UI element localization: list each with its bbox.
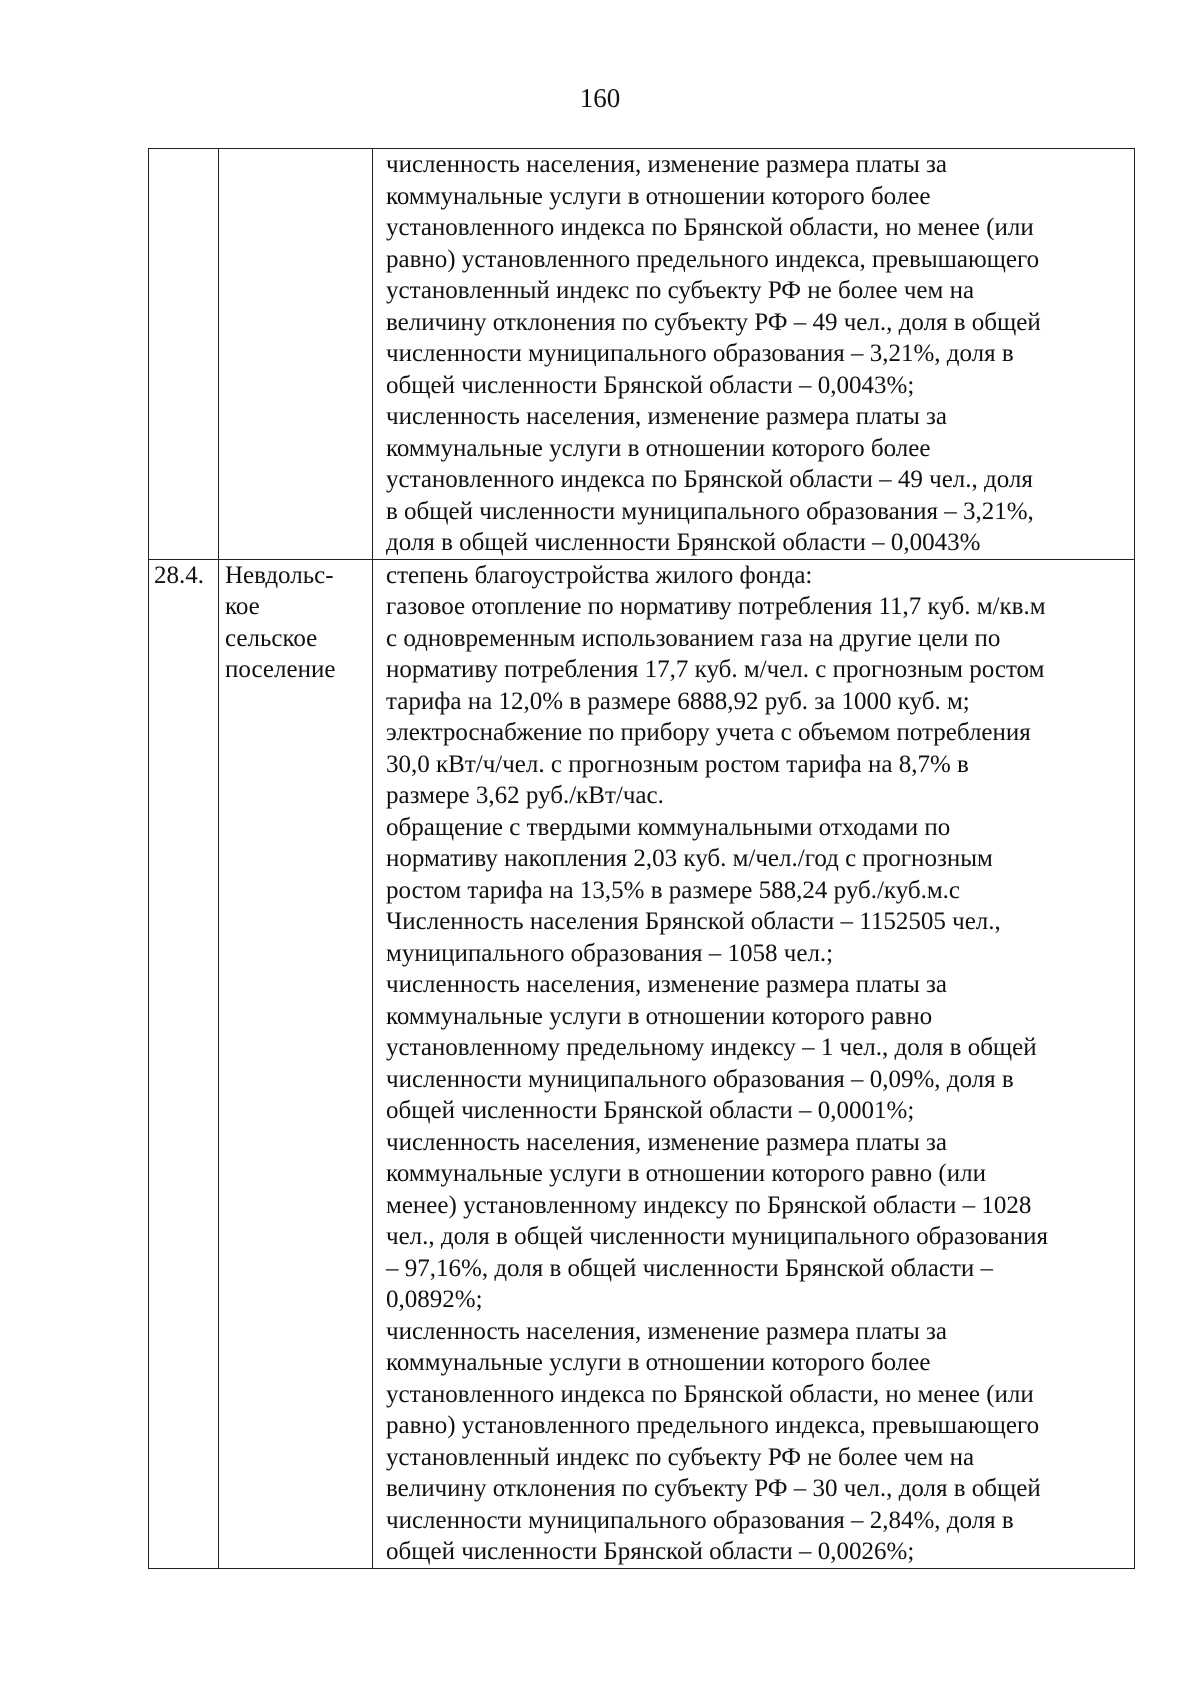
page-number: 160: [579, 83, 621, 113]
row-number: 28.4.: [154, 561, 204, 589]
row-number-cell: [149, 559, 219, 1568]
table-row: [149, 149, 1135, 560]
table-row: [149, 559, 1135, 1568]
municipality-name: Невдольс- кое сельское поселение: [225, 561, 336, 683]
description-text: степень благоустройства жилого фонда: газовое отопление по нормативу потребления 11,7 куб. м/кв.м с одновременным использованием газа на другие цели по нормативу потребления 17,7 куб. м/чел. с прогнозным ростом тарифа на 12,0% в размере 6888,92 руб. за 1000 куб. м; электроснабжение по прибору учета с объемом потребления 30,0 кВт/ч/чел. с прогнозным ростом тарифа на 8,7% в размере 3,62 руб./кВт/час. обращение с твердыми коммунальными отходами по нормативу накопления 2,03 куб. м/чел./год с прогнозным ростом тарифа на 13,5% в размере 588,24 руб./куб.м.с Численность населения Брянской области – 1152505 чел., муниципального образования – 1058 чел.; численность населения, изменение размера платы за коммунальные услуги в отношении которого равно установленному предельному индексу – 1 чел., доля в общей численности муниципального образования – 0,09%, доля в общей численности Брянской области – 0,0001%; численность населения, изменение размера платы за коммунальные услуги в отношении которого равно (или менее) установленному индексу по Брянской области – 1028 чел., доля в общей численности муниципального образования – 97,16%, доля в общей численности Брянской области – 0,0892%; численность населения, изменение размера платы за коммунальные услуги в отношении которого более установленного индекса по Брянской области, но менее (или равно) установленного предельного индекса, превышающего установленный индекс по субъекту РФ не более чем на величину отклонения по субъекту РФ – 30 чел., доля в общей численности муниципального образования – 2,84%, доля в общей численности Брянской области – 0,0026%;: [386, 561, 1048, 1565]
municipality-cell: [219, 149, 373, 560]
description-cell: [373, 149, 1135, 560]
municipality-cell: [219, 559, 373, 1568]
document-table: [148, 148, 1135, 1569]
row-number-cell: [149, 149, 219, 560]
description-cell: [373, 559, 1135, 1568]
description-text: численность населения, изменение размера платы за коммунальные услуги в отношении которого более установленного индекса по Брянской области, но менее (или равно) установленного предельного индекса, превышающего установленный индекс по субъекту РФ не более чем на величину отклонения по субъекту РФ – 49 чел., доля в общей численности муниципального образования – 3,21%, доля в общей численности Брянской области – 0,0043%; численность населения, изменение размера платы за коммунальные услуги в отношении которого более установленного индекса по Брянской области – 49 чел., доля в общей численности муниципального образования – 3,21%, доля в общей численности Брянской области – 0,0043%: [386, 151, 1041, 556]
